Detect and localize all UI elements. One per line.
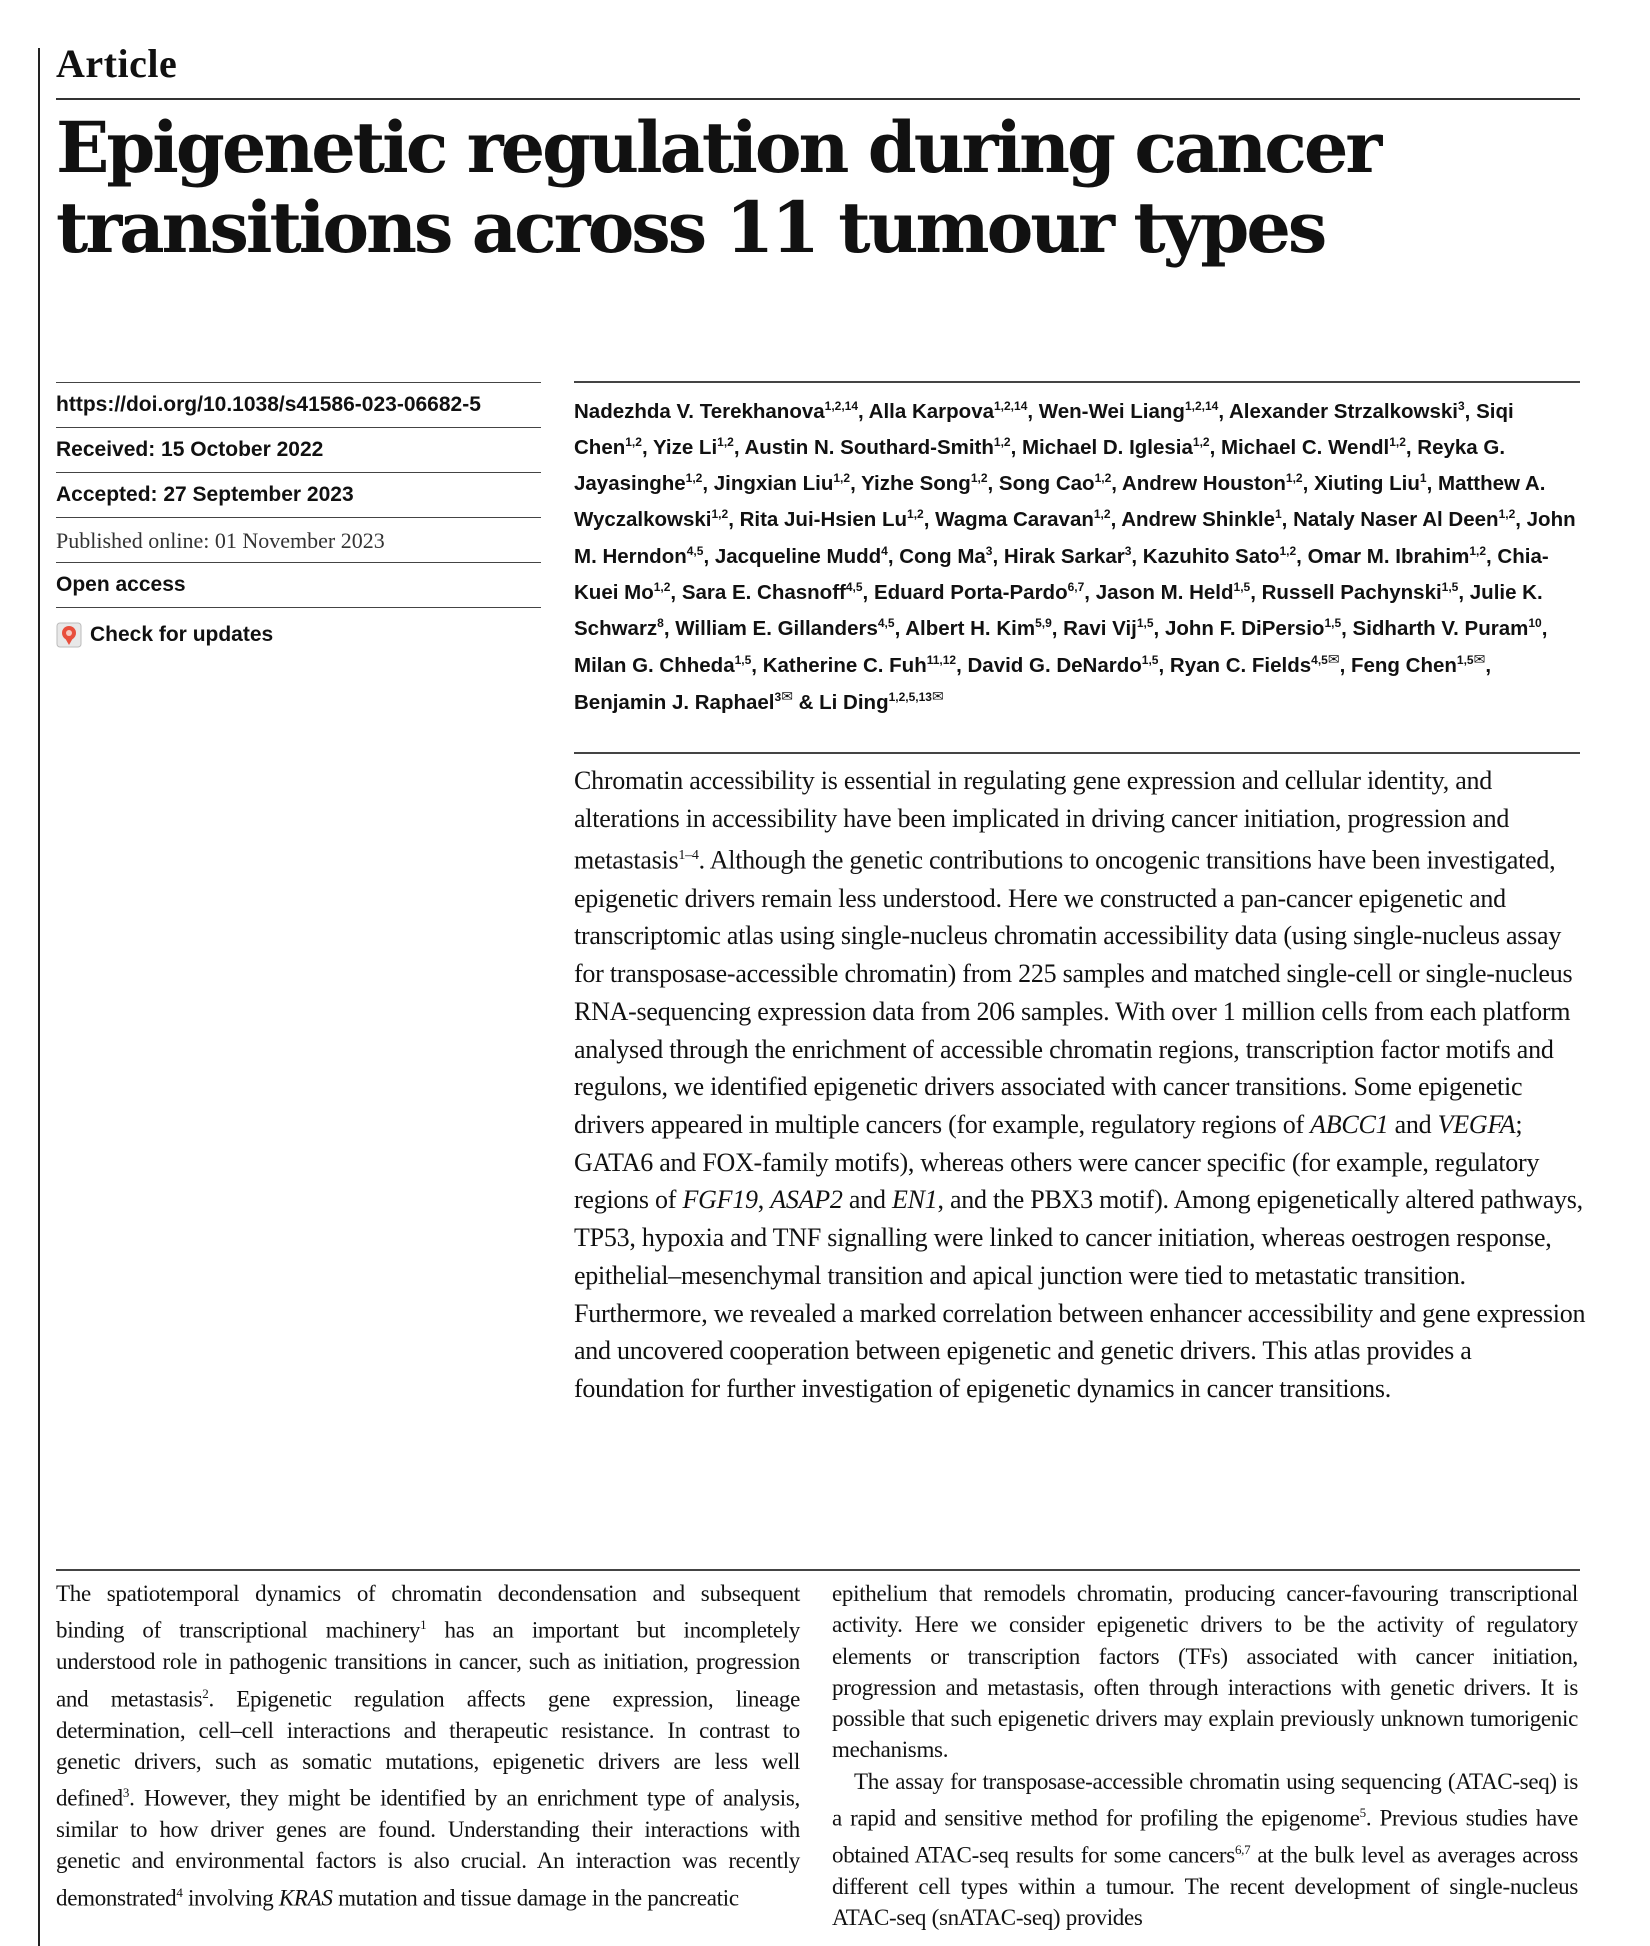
author-affiliation: 1 bbox=[1419, 471, 1427, 486]
author-affiliation: 1,5 bbox=[1441, 579, 1459, 594]
author-affiliation: 4,5 bbox=[845, 579, 863, 594]
author-name[interactable]: Michael D. Iglesia bbox=[1021, 435, 1193, 459]
author-name[interactable]: Austin N. Southard-Smith bbox=[744, 435, 994, 459]
abstract-text: ; GATA6 and FOX-family motifs), whereas others were cancer specific (for example, regulatory regions of bbox=[574, 1109, 1540, 1215]
author-separator: , bbox=[1153, 616, 1165, 640]
author-separator: , bbox=[733, 435, 745, 459]
author-affiliation: 1,2 bbox=[833, 471, 851, 486]
accepted-date: Accepted: 27 September 2023 bbox=[56, 472, 541, 517]
author-name[interactable]: Jacqueline Mudd bbox=[714, 544, 882, 568]
author-affiliation: 3 bbox=[1457, 399, 1465, 413]
author-separator: , bbox=[1131, 544, 1143, 568]
author-separator: , bbox=[956, 653, 968, 677]
gene-name: KRAS bbox=[278, 1885, 333, 1911]
author-separator: , bbox=[1111, 472, 1122, 496]
author-separator: , bbox=[703, 544, 715, 568]
author-separator: , bbox=[1341, 616, 1353, 640]
author-name[interactable]: Cong Ma bbox=[899, 544, 986, 568]
author-name[interactable]: Sidharth V. Puram bbox=[1352, 616, 1529, 640]
author-separator: , bbox=[1051, 616, 1064, 640]
author-affiliation: 1,5 bbox=[1324, 615, 1342, 630]
author-affiliation: 1,2 bbox=[711, 507, 729, 522]
author-separator: , bbox=[1281, 508, 1294, 532]
author-affiliation: 4,5 bbox=[686, 543, 704, 558]
abstract-text: and bbox=[1388, 1109, 1438, 1139]
gene-name: VEGFA bbox=[1437, 1109, 1516, 1139]
author-separator: , bbox=[858, 399, 869, 423]
author-separator: , bbox=[1486, 544, 1498, 568]
author-separator: , bbox=[663, 616, 676, 640]
author-separator: , bbox=[1458, 580, 1470, 604]
received-date: Received: 15 October 2022 bbox=[56, 427, 541, 472]
author-name[interactable]: Katherine C. Fuh bbox=[762, 653, 927, 677]
author-name[interactable]: John F. DiPersio bbox=[1164, 616, 1325, 640]
author-affiliation: 1,2 bbox=[1389, 435, 1406, 450]
author-separator: , bbox=[670, 580, 682, 604]
author-separator: , bbox=[1158, 653, 1170, 677]
author-affiliation: 1,2 bbox=[1192, 435, 1210, 450]
citation-ref[interactable]: 6,7 bbox=[1234, 1842, 1251, 1858]
published-date: Published online: 01 November 2023 bbox=[56, 517, 541, 562]
abstract-text: and bbox=[842, 1185, 892, 1215]
author-separator: , bbox=[923, 508, 936, 532]
author-name[interactable]: William E. Gillanders bbox=[675, 616, 878, 640]
author-separator: , bbox=[862, 580, 874, 604]
author-separator: , bbox=[1209, 435, 1221, 459]
author-name[interactable]: Feng Chen bbox=[1350, 653, 1457, 677]
author-name[interactable]: Kazuhito Sato bbox=[1142, 544, 1280, 568]
citation-ref[interactable]: 4 bbox=[176, 1884, 183, 1900]
author-separator: , bbox=[1084, 580, 1096, 604]
author-separator: , bbox=[1010, 435, 1022, 459]
author-list bbox=[574, 391, 1584, 718]
author-separator: , bbox=[641, 435, 653, 459]
author-name[interactable]: Michael C. Wendl bbox=[1220, 435, 1390, 459]
body-column-left bbox=[56, 1578, 800, 1914]
author-affiliation: 1,2 bbox=[653, 579, 671, 594]
author-separator: , bbox=[1250, 580, 1262, 604]
body-text: . Epigenetic regulation affects gene expression, lineage determination, cell–cell interactions and therapeutic resistance. In contrast to genetic drivers, such as somatic mutations, epigenetic drivers are less well defined bbox=[56, 1686, 800, 1811]
author-affiliation: 1,2,14 bbox=[994, 399, 1028, 413]
author-affiliation: 1,2 bbox=[1094, 471, 1112, 486]
author-affiliation: 1,5 bbox=[1141, 652, 1159, 667]
author-separator: , bbox=[992, 544, 1004, 568]
body-text: The spatiotemporal dynamics of chromatin decondensation and subsequent binding of transcriptional machinery bbox=[56, 1581, 800, 1643]
author-name[interactable]: Yize Li bbox=[652, 435, 718, 459]
left-margin-rule bbox=[38, 48, 40, 1946]
author-affiliation: 1,2 bbox=[1285, 471, 1303, 486]
citation-ref[interactable]: 3 bbox=[122, 1785, 130, 1801]
check-for-updates-label: Check for updates bbox=[90, 623, 274, 646]
author-name[interactable]: Wen-Wei Liang bbox=[1038, 399, 1185, 423]
author-affiliation: 3 bbox=[1124, 543, 1132, 558]
author-name[interactable]: Nadezhda V. Terekhanova bbox=[574, 399, 825, 423]
author-affiliation: 1,2 bbox=[1498, 507, 1516, 522]
article-title: Epigenetic regulation during cancer transitions across 11 tumour types bbox=[56, 106, 1380, 269]
citation-ref[interactable]: 1–4 bbox=[678, 848, 699, 864]
open-access-label: Open access bbox=[56, 562, 541, 607]
author-separator: , bbox=[894, 616, 906, 640]
body-column-right bbox=[832, 1578, 1578, 1934]
body-text: at the bulk level as averages across different cell types within a tumour. The recent development of single-nucleus ATAC-seq (snATAC-seq) provides bbox=[832, 1842, 1578, 1931]
author-name[interactable]: Alla Karpova bbox=[868, 399, 994, 423]
gene-name: FGF19 bbox=[682, 1185, 758, 1215]
author-affiliation: 1,2 bbox=[685, 471, 703, 486]
author-affiliation: 1,5 bbox=[1233, 579, 1251, 594]
author-separator: , bbox=[1296, 544, 1308, 568]
author-name[interactable]: Omar M. Ibrahim bbox=[1307, 544, 1470, 568]
email-envelope-icon[interactable]: ✉ bbox=[1327, 650, 1340, 667]
body-text: involving bbox=[182, 1885, 279, 1911]
author-affiliation: 1,5 bbox=[1136, 615, 1154, 630]
author-affiliation: 3 bbox=[774, 690, 782, 704]
author-name[interactable]: Benjamin J. Raphael bbox=[574, 690, 775, 714]
doi-link[interactable]: https://doi.org/10.1038/s41586-023-06682-5 bbox=[56, 382, 541, 427]
author-affiliation: 1,2 bbox=[625, 435, 642, 450]
author-affiliation: 4 bbox=[881, 543, 888, 558]
author-affiliation: 1,2,5,13 bbox=[888, 690, 932, 704]
author-name[interactable]: Jason M. Held bbox=[1095, 580, 1234, 604]
author-affiliation: 1,5 bbox=[734, 652, 752, 667]
author-affiliation: 1 bbox=[1274, 507, 1282, 522]
author-affiliation: 1,2 bbox=[993, 435, 1011, 450]
author-separator: , bbox=[1426, 472, 1438, 496]
author-separator: , bbox=[702, 472, 714, 496]
author-name[interactable]: Alexander Strzalkowski bbox=[1228, 399, 1458, 423]
body-text: The assay for transposase-accessible chromatin using sequencing (ATAC-seq) is a rapid and sensitive method for profiling the epigenome bbox=[832, 1768, 1578, 1831]
author-name[interactable]: Song Cao bbox=[998, 472, 1095, 496]
abstract-text: , bbox=[757, 1185, 771, 1215]
author-affiliation: 1,2,14 bbox=[1184, 399, 1219, 413]
author-name[interactable]: Matthew A. Wyczalkowski bbox=[574, 472, 1546, 532]
author-separator: , bbox=[1464, 399, 1477, 423]
header-rule bbox=[56, 98, 1580, 100]
author-name[interactable]: John M. Herndon bbox=[574, 508, 1576, 568]
author-affiliation: 1,2,14 bbox=[824, 399, 859, 413]
abstract-text: , and the PBX3 motif). Among epigenetically altered pathways, TP53, hypoxia and TNF signalling were linked to cancer initiation, whereas oestrogen response, epithelial–mesenchymal transition and apical junction were tied to metastatic transition. Furthermore, we revealed a marked correlation between enhancer accessibility and gene expression and uncovered cooperation between epigenetic and genetic drivers. This atlas provides a foundation for further investigation of epigenetic dynamics in cancer transitions. bbox=[574, 1185, 1586, 1403]
author-name[interactable]: Milan G. Chheda bbox=[574, 653, 735, 677]
author-affiliation: 11,12 bbox=[926, 652, 957, 667]
author-separator: , bbox=[850, 472, 862, 496]
author-name[interactable]: Andrew Houston bbox=[1121, 472, 1286, 496]
citation-ref[interactable]: 5 bbox=[1359, 1805, 1366, 1821]
author-name[interactable]: Jingxian Liu bbox=[713, 472, 834, 496]
email-envelope-icon[interactable]: ✉ bbox=[931, 688, 944, 704]
author-separator: , bbox=[1541, 616, 1548, 640]
abstract-text: . Although the genetic contributions to oncogenic transitions have been investigated, epigenetic drivers remain less understood. Here we constructed a pan-cancer epigenetic and transcriptomic atlas using single-nucleus chromatin accessibility data (using single-nucleus assay for transposase-accessible chromatin) from 225 samples and matched single-cell or single-nucleus RNA-sequencing expression data from 206 samples. With over 1 million cells from each platform analysed through the enrichment of accessible chromatin regions, transcription factor motifs and regulons, we identified epigenetic drivers associated with cancer transitions. Some epigenetic drivers appeared in multiple cancers (for example, regulatory regions of bbox=[574, 846, 1573, 1139]
body-text: . Previous studies have obtained ATAC-seq results for some cancers bbox=[832, 1805, 1578, 1868]
author-name[interactable]: Rita Jui-Hsien Lu bbox=[739, 508, 908, 532]
author-name[interactable]: Nataly Naser Al Deen bbox=[1293, 508, 1499, 532]
author-affiliation: 6,7 bbox=[1067, 579, 1085, 594]
author-separator: , bbox=[1027, 399, 1039, 423]
author-affiliation: 1,2 bbox=[907, 507, 924, 522]
article-metadata bbox=[56, 382, 541, 652]
citation-ref[interactable]: 2 bbox=[202, 1685, 209, 1701]
author-affiliation: 4,5 bbox=[1311, 652, 1328, 667]
author-name[interactable]: David G. DeNardo bbox=[967, 653, 1142, 677]
author-name[interactable]: Li Ding bbox=[819, 690, 889, 714]
abstract-rule bbox=[574, 752, 1580, 754]
author-name[interactable]: Julie K. Schwarz bbox=[574, 580, 1543, 640]
author-name[interactable]: Russell Pachynski bbox=[1261, 580, 1442, 604]
abstract-text: Chromatin accessibility is essential in regulating gene expression and cellular identity, and alterations in accessibility have been implicated in driving cancer initiation, progression and metastasis bbox=[574, 766, 1510, 876]
author-separator: , bbox=[1515, 508, 1527, 532]
author-affiliation: 1,2 bbox=[1279, 543, 1297, 558]
author-separator: , bbox=[1405, 435, 1418, 459]
gene-name: ABCC1 bbox=[1310, 1109, 1389, 1139]
author-name[interactable]: Yizhe Song bbox=[861, 472, 971, 496]
author-affiliation: 8 bbox=[657, 615, 664, 630]
author-separator: , bbox=[987, 472, 999, 496]
author-name[interactable]: Ryan C. Fields bbox=[1169, 653, 1312, 677]
gene-name: EN1 bbox=[891, 1185, 938, 1215]
abstract bbox=[574, 762, 1586, 1408]
authors-rule bbox=[574, 381, 1580, 383]
author-separator: , bbox=[1218, 399, 1229, 423]
author-separator: , bbox=[1339, 653, 1351, 677]
author-name[interactable]: Hirak Sarkar bbox=[1003, 544, 1125, 568]
crossmark-icon bbox=[56, 622, 82, 648]
body-paragraph: epithelium that remodels chromatin, producing cancer-favouring transcriptional activity. Here we consider epigenetic drivers to be the activity of regulatory elements or transcription factors (TFs) associated with cancer initiation, progression and metastasis, often through interactions with genetic drivers. It is possible that such epigenetic drivers may explain previously unknown tumorigenic mechanisms. bbox=[832, 1581, 1578, 1763]
author-affiliation: 1,5 bbox=[1456, 652, 1474, 667]
author-separator: & bbox=[792, 690, 820, 714]
author-separator: , bbox=[1485, 653, 1492, 677]
author-affiliation: 1,2 bbox=[1093, 507, 1111, 522]
body-paragraph bbox=[832, 1766, 1578, 1934]
check-for-updates-button[interactable] bbox=[56, 607, 541, 652]
author-name[interactable]: Albert H. Kim bbox=[905, 616, 1036, 640]
citation-ref[interactable]: 1 bbox=[420, 1617, 427, 1633]
email-envelope-icon[interactable]: ✉ bbox=[1473, 650, 1486, 667]
author-separator: , bbox=[887, 544, 900, 568]
author-name[interactable]: Xiuting Liu bbox=[1314, 472, 1420, 496]
author-separator: , bbox=[728, 508, 740, 532]
body-text: has an important but incompletely understood role in pathogenic transitions in cancer, such as initiation, progression and metastasis bbox=[56, 1617, 800, 1712]
article-type-label: Article bbox=[56, 41, 178, 86]
author-separator: , bbox=[1110, 508, 1122, 532]
email-envelope-icon[interactable]: ✉ bbox=[781, 688, 793, 704]
author-affiliation: 4,5 bbox=[877, 615, 895, 630]
author-affiliation: 1,2 bbox=[1469, 543, 1487, 558]
author-affiliation: 10 bbox=[1528, 615, 1542, 630]
author-affiliation: 3 bbox=[985, 543, 993, 558]
author-affiliation: 1,2 bbox=[970, 471, 988, 486]
author-affiliation: 1,2 bbox=[717, 435, 734, 450]
author-name[interactable]: Ravi Vij bbox=[1063, 616, 1137, 640]
author-name[interactable]: Siqi Chen bbox=[574, 399, 1514, 459]
body-text: mutation and tissue damage in the pancreatic bbox=[332, 1885, 739, 1911]
body-text: . However, they might be identified by an enrichment type of analysis, similar to how driver genes are found. Understanding their interactions with genetic and environmental factors is also crucial. An interaction was recently demonstrated bbox=[56, 1785, 800, 1911]
author-separator: , bbox=[1302, 472, 1314, 496]
body-rule bbox=[56, 1569, 1580, 1571]
author-name[interactable]: Reyka G. Jayasinghe bbox=[574, 435, 1506, 496]
author-separator: , bbox=[751, 653, 763, 677]
author-name[interactable]: Andrew Shinkle bbox=[1121, 508, 1275, 532]
author-affiliation: 5,9 bbox=[1035, 615, 1052, 630]
author-name[interactable]: Wagma Caravan bbox=[935, 508, 1094, 532]
gene-name: ASAP2 bbox=[770, 1185, 843, 1215]
author-name[interactable]: Eduard Porta-Pardo bbox=[873, 580, 1068, 604]
author-name[interactable]: Sara E. Chasnoff bbox=[681, 580, 846, 604]
author-name[interactable]: Chia-Kuei Mo bbox=[574, 544, 1549, 604]
